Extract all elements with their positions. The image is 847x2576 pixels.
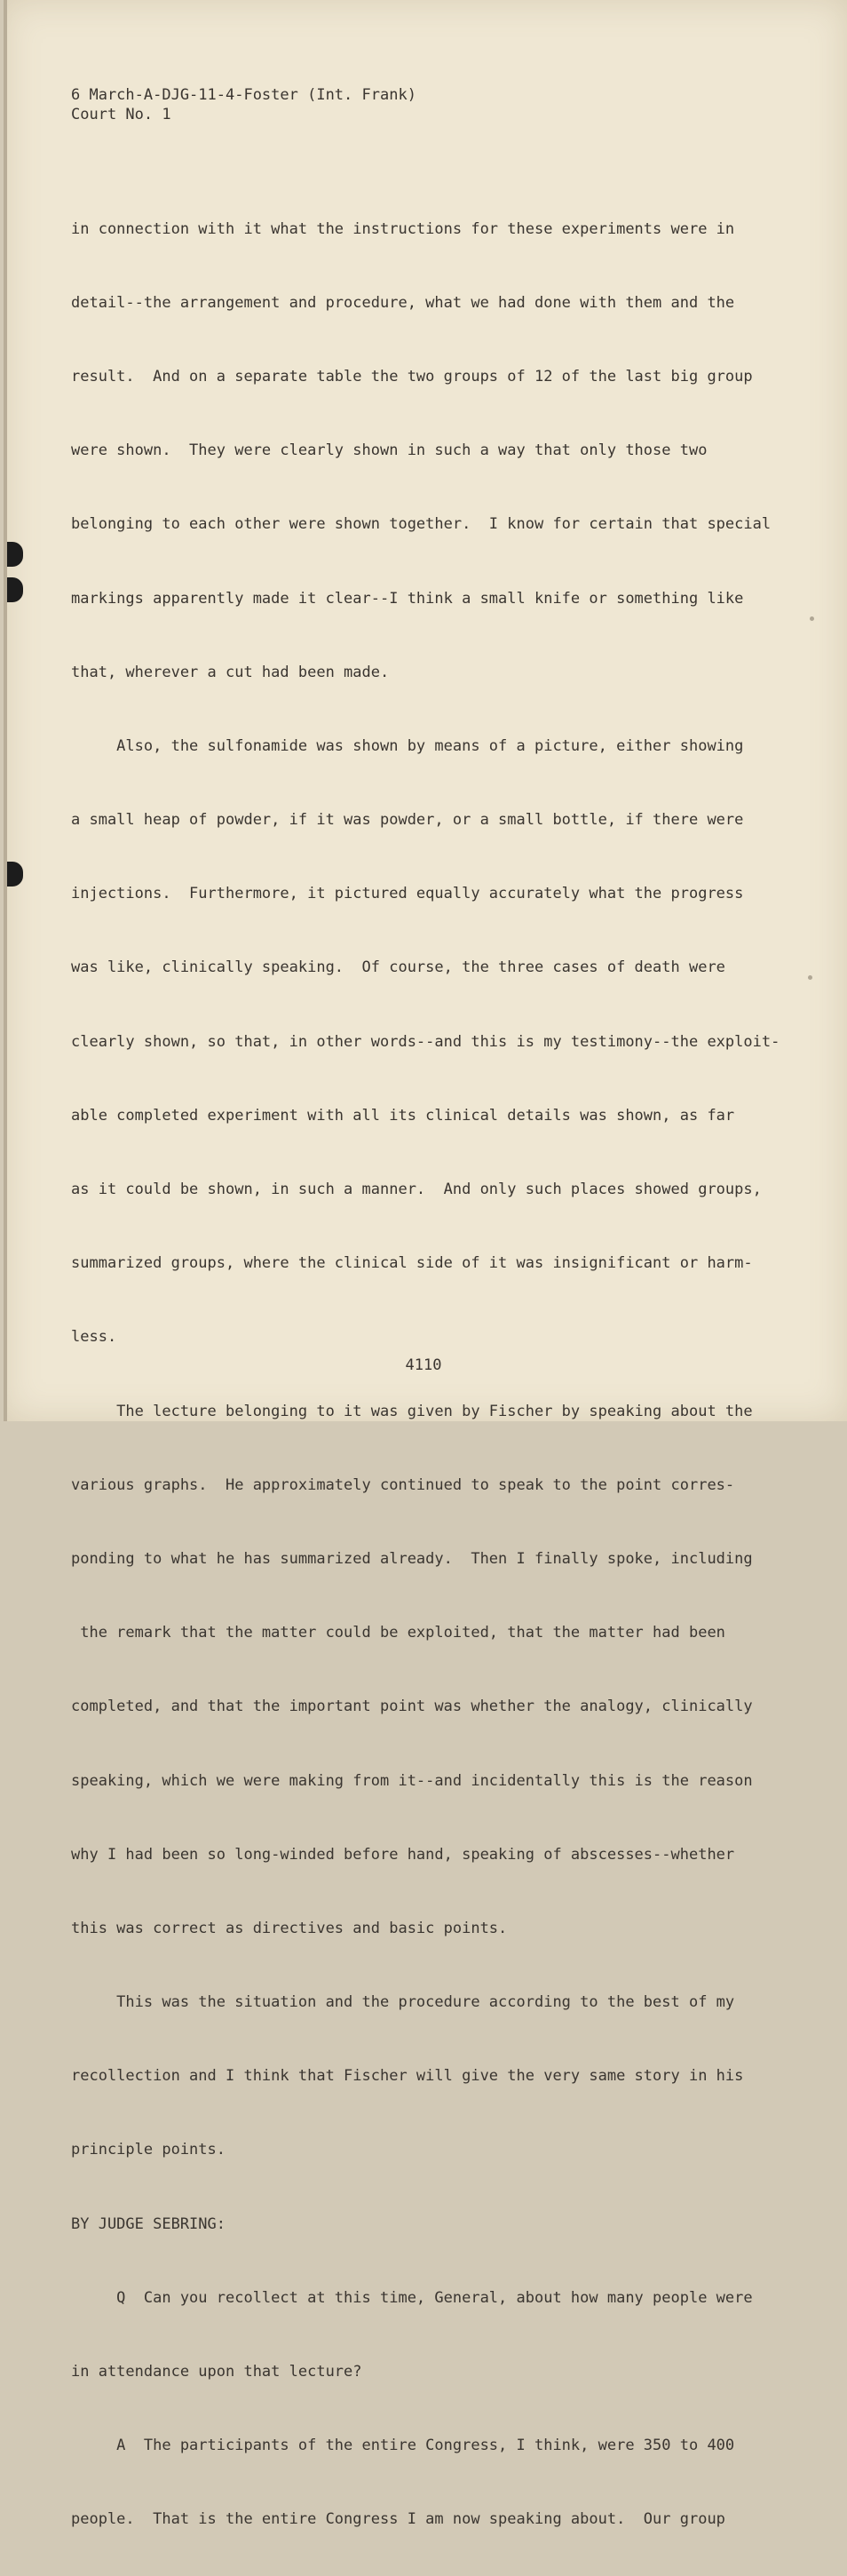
text-line: the remark that the matter could be exploited, that the matter had been	[71, 1624, 725, 1642]
text-line: Also, the sulfonamide was shown by means of a picture, either showing	[71, 736, 744, 755]
text-line: markings apparently made it clear--I think a small knife or something like	[71, 589, 744, 608]
speaker-heading: BY JUDGE SEBRING:	[71, 2214, 226, 2233]
text-line: that, wherever a cut had been made.	[71, 663, 390, 681]
text-line: clearly shown, so that, in other words--and this is my testimony--the exploit-	[71, 1032, 780, 1051]
page-edge	[4, 0, 7, 1421]
document-header	[71, 85, 416, 124]
text-line: various graphs. He approximately continued to speak to the point corres-	[71, 1475, 735, 1494]
question-line: Q Can you recollect at this time, General, about how many people were	[71, 2288, 753, 2307]
punch-hole	[7, 577, 23, 602]
text-line: why I had been so long-winded before hand, speaking of abscesses--whether	[71, 1845, 735, 1864]
punch-hole	[7, 542, 23, 567]
text-line: able completed experiment with all its clinical details was shown, as far	[71, 1106, 735, 1125]
text-line: principle points.	[71, 2141, 226, 2159]
paper-speck	[810, 616, 814, 621]
text-line: recollection and I think that Fischer will give the very same story in his	[71, 2067, 744, 2086]
text-line: belonging to each other were shown together. I know for certain that special	[71, 515, 772, 534]
text-line: this was correct as directives and basic points.	[71, 1919, 508, 1937]
text-line: This was the situation and the procedure according to the best of my	[71, 1993, 735, 2012]
text-line: less.	[71, 1328, 117, 1347]
header-court-line: Court No. 1	[71, 106, 171, 123]
text-line: were shown. They were clearly shown in such a way that only those two	[71, 441, 708, 460]
header-case-line: 6 March-A-DJG-11-4-Foster (Int. Frank)	[71, 86, 416, 104]
text-line: speaking, which we were making from it--and incidentally this is the reason	[71, 1771, 753, 1790]
punch-hole	[7, 862, 23, 886]
text-line: completed, and that the important point was whether the analogy, clinically	[71, 1697, 753, 1716]
text-line: as it could be shown, in such a manner. And only such places showed groups,	[71, 1181, 762, 1199]
text-line: injections. Furthermore, it pictured equally accurately what the progress	[71, 885, 744, 903]
text-line: detail--the arrangement and procedure, what we had done with them and the	[71, 293, 735, 312]
page-number: 4110	[405, 1356, 442, 1374]
text-line: a small heap of powder, if it was powder, or a small bottle, if there were	[71, 811, 744, 830]
paper-speck	[808, 975, 812, 980]
text-line: was like, clinically speaking. Of course, the three cases of death were	[71, 958, 725, 977]
text-line: result. And on a separate table the two groups of 12 of the last big group	[71, 367, 753, 386]
text-line: summarized groups, where the clinical side of it was insignificant or harm-	[71, 1254, 753, 1273]
text-line: The lecture belonging to it was given by Fischer by speaking about the	[71, 1402, 753, 1420]
answer-line: A The participants of the entire Congress, I think, were 350 to 400	[71, 2437, 735, 2455]
text-line: in connection with it what the instructions for these experiments were in	[71, 219, 735, 238]
text-line: people. That is the entire Congress I am now speaking about. Our group	[71, 2510, 725, 2529]
text-line: in attendance upon that lecture?	[71, 2363, 362, 2381]
text-line: ponding to what he has summarized already. Then I finally spoke, including	[71, 1549, 753, 1568]
